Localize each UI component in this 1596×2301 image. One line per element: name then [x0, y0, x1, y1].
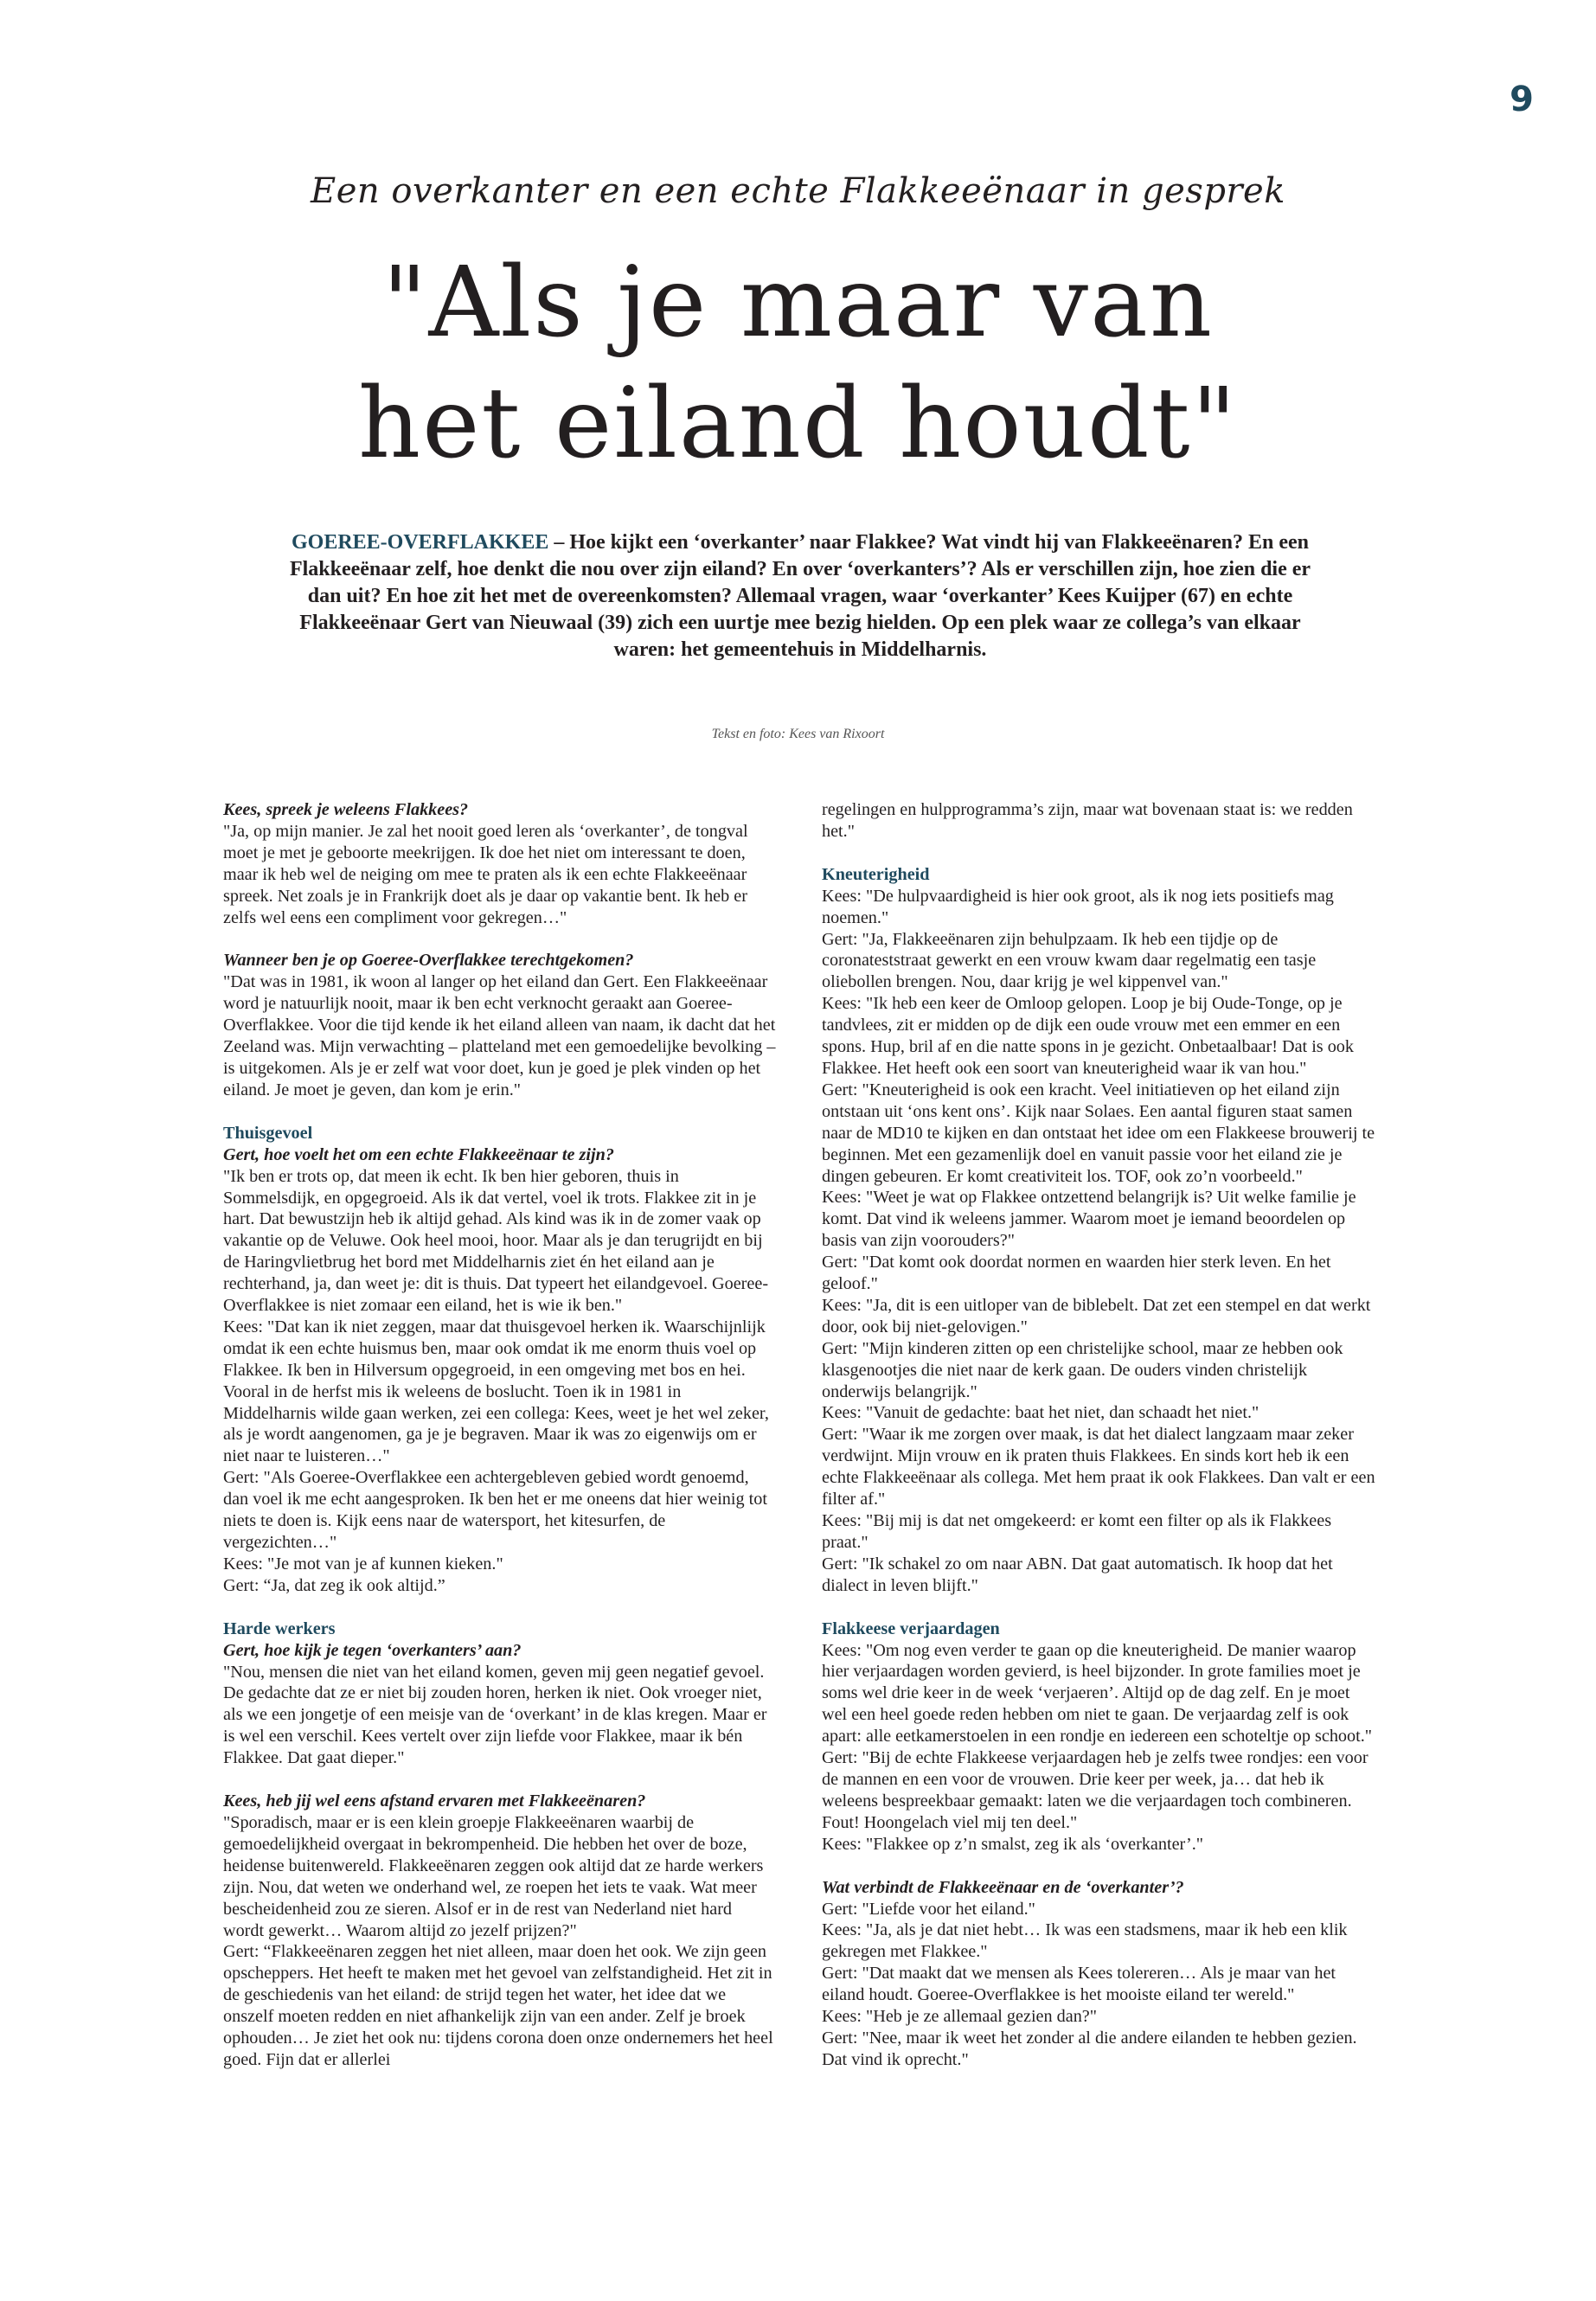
- body-paragraph: Gert: "Ik schakel zo om naar ABN. Dat gaat automatisch. Ik hoop dat het dialect in leven blijft.": [822, 1554, 1333, 1595]
- photo-credit: Tekst en foto: Kees van Rixoort: [711, 727, 885, 741]
- body-paragraph: Gert: "Dat komt ook doordat normen en waarden hier sterk leven. En het geloof.": [822, 1253, 1331, 1294]
- headline-line-1: "Als je maar van: [382, 247, 1214, 359]
- body-paragraph: Kees: "Ja, als je dat niet hebt… Ik was een stadsmens, maar ik heb een klik gekregen met Flakkee.": [822, 1920, 1348, 1962]
- body-paragraph: Kees: "Bij mij is dat net omgekeerd: er komt een filter op als ik Flakkees praat.": [822, 1511, 1332, 1552]
- paragraph-spacer: [223, 1597, 777, 1618]
- body-paragraph: Kees: "Je mot van je af kunnen kieken.": [223, 1554, 503, 1574]
- body-paragraph: Gert: "Waar ik me zorgen over maak, is dat het dialect langzaam maar zeker verdwijnt. Mijn vrouw en ik praten thuis Flakkees. En sinds kort heb ik een echte Flakkeeënaar als collega. Met hem praat ik ook Flakkees. Dan valt er een filter af.": [822, 1425, 1375, 1509]
- body-paragraph: Gert: "Bij de echte Flakkeese verjaardagen heb je zelfs twee rondjes: een voor de mannen en een voor de vrouwen. Drie keer per week, ja… dat heb ik weleens bespreekbaar gemaakt: laten we die verjaardagen toch combineren. Fout! Hoongelach viel mij ten deel.": [822, 1748, 1368, 1832]
- intro-dateline: GOEREE-OVERFLAKKEE: [291, 531, 549, 554]
- body-paragraph: Kees: "Vanuit de gedachte: baat het niet, dan schaadt het niet.": [822, 1403, 1259, 1423]
- interview-question: Gert, hoe voelt het om een echte Flakkeeënaar te zijn?: [223, 1144, 614, 1164]
- body-paragraph: Kees: "Heb je ze allemaal gezien dan?": [822, 2007, 1098, 2027]
- paragraph-spacer: [223, 1101, 777, 1123]
- page-number: 9: [1509, 80, 1534, 119]
- paragraph-spacer: [223, 928, 777, 950]
- body-paragraph: "Dat was in 1981, ik woon al langer op het eiland dan Gert. Een Flakkeeënaar word je natuurlijk nooit, maar ik ben echt verknocht geraakt aan Goeree-Overflakkee. Voor die tijd kende ik het eiland alleen van naam, ik dacht dat het Zeeland was. Mijn verwachting – platteland met een gemoedelijke bevolking – is uitgekomen. Als je er zelf wat voor doet, kun je goed je plek vinden op het eiland. Je moet je geven, dan kom je erin.": [223, 972, 776, 1099]
- article-intro: [277, 529, 1324, 663]
- interview-question: Kees, heb jij wel eens afstand ervaren met Flakkeeënaren?: [223, 1791, 646, 1811]
- body-paragraph: "Sporadisch, maar er is een klein groepje Flakkeeënaren waarbij de gemoedelijkheid overgaat in bekrompenheid. Die hebben het over de boze, heidense buitenwereld. Flakkeeënaren zeggen ook altijd dat ze harde werkers zijn. Nou, dat weten we onderhand wel, ze roepen het iets te vaak. Wat meer bescheidenheid zou ze sieren. Alsof er in de rest van Nederland niet hard wordt gewerkt… Waarom altijd zo jezelf prijzen?": [223, 1812, 764, 1940]
- section-heading: Kneuterigheid: [822, 864, 930, 884]
- section-heading: Harde werkers: [223, 1618, 336, 1638]
- body-paragraph: "Ja, op mijn manier. Je zal het nooit goed leren als ‘overkanter’, de tongval moet je met je geboorte meekrijgen. Ik doe het niet om interessant te doen, maar ik heb wel de neiging om mee te praten als ik een echte Flakkeeënaar spreek. Net zoals je in Frankrijk doet als je daar op vakantie bent. Ik heb er zelfs wel eens een compliment voor gekregen…": [223, 821, 748, 927]
- interview-question: Kees, spreek je weleens Flakkees?: [223, 800, 469, 819]
- section-heading: Thuisgevoel: [223, 1123, 313, 1143]
- body-paragraph: Kees: "De hulpvaardigheid is hier ook groot, als ik nog iets positiefs mag noemen.": [822, 886, 1334, 927]
- body-paragraph: Gert: "Liefde voor het eiland.": [822, 1899, 1035, 1919]
- paragraph-spacer: [822, 1856, 1375, 1877]
- paragraph-spacer: [822, 843, 1375, 864]
- body-paragraph: Kees: "Ik heb een keer de Omloop gelopen. Loop je bij Oude-Tonge, op je tandvlees, zit er midden op de dijk een oude vrouw met een emmer en een spons. Hup, bril af en die natte spons in je gezicht. Onbetaalbaar! Dat is ook Flakkee. Het heeft ook een soort van kneuterigheid waar ik van hou.": [822, 994, 1354, 1078]
- body-paragraph: "Nou, mensen die niet van het eiland komen, geven mij geen negatief gevoel. De gedachte dat ze er niet bij zouden horen, herken ik niet. Ook vroeger niet, als we een jongetje of een meisje van de ‘overkant’ in de klas kregen. Maar er is wel een verschil. Kees vertelt over zijn liefde voor Flakkee, maar ik bén Flakkee. Dat gaat dieper.": [223, 1662, 767, 1768]
- interview-question: Gert, hoe kijk je tegen ‘overkanters’ aan?: [223, 1640, 522, 1660]
- body-paragraph: Kees: "Ja, dit is een uitloper van de biblebelt. Dat zet een stempel en dat werkt door, ook bij niet-gelovigen.": [822, 1295, 1371, 1336]
- interview-question: Wanneer ben je op Goeree-Overflakkee terechtgekomen?: [223, 951, 634, 971]
- body-paragraph: Gert: “Flakkeeënaren zeggen het niet alleen, maar doen het ook. We zijn geen opscheppers. Het heeft te maken met het gevoel van zelfstandigheid. Het zit in de geschiedenis van het eiland: de strijd tegen het water, het idee dat we onszelf moeten redden en niet afhankelijk zijn van een ander. Zelf je broek ophouden… Je ziet het ook nu: tijdens corona doen onze ondernemers het heel goed. Fijn dat er allerlei: [223, 1942, 773, 2069]
- body-paragraph: Gert: "Als Goeree-Overflakkee een achtergebleven gebied wordt genoemd, dan voel ik me echt aangesproken. Ik ben het er me oneens dat hier weinig tot niets te doen is. Kijk eens naar de watersport, het kitesurfen, de vergezichten…": [223, 1468, 767, 1552]
- body-paragraph: Kees: "Om nog even verder te gaan op die kneuterigheid. De manier waarop hier verjaardagen worden gevierd, is heel bijzonder. In grote families moet je soms wel drie keer in de week ‘verjaeren’. Altijd op de dag zelf. En je moet wel een heel goede reden hebben om niet te gaan. De verjaardag zelf is ook apart: alle eetkamerstoelen in een rondje en iedereen een schoteltje op schoot.": [822, 1640, 1373, 1747]
- body-paragraph: Gert: "Ja, Flakkeeënaren zijn behulpzaam. Ik heb een tijdje op de coronateststraat gewerkt en een vrouw kwam daar regelmatig een tasje oliebollen brengen. Nou, daar krijg je wel kippenvel van.": [822, 929, 1317, 992]
- paragraph-spacer: [822, 1597, 1375, 1618]
- left-column: [223, 799, 777, 2071]
- interview-question: Wat verbindt de Flakkeeënaar en de ‘overkanter’?: [822, 1877, 1184, 1897]
- body-paragraph: Kees: "Dat kan ik niet zeggen, maar dat thuisgevoel herken ik. Waarschijnlijk omdat ik een echte huismus ben, maar ook omdat ik me enorm thuis voel op Flakkee. Ik ben in Hilversum opgegroeid, in een omgeving met bos en hei. Vooral in de herfst mis ik weleens de boslucht. Toen ik in 1981 in Middelharnis wilde gaan werken, zei een collega: Kees, weet je het wel zeker, als je wordt aangenomen, ga je je begraven. Maar ik was zo eigenwijs om er niet naar te luisteren…": [223, 1317, 769, 1466]
- body-paragraph: Kees: "Weet je wat op Flakkee ontzettend belangrijk is? Uit welke familie je komt. Dat vind ik weleens jammer. Waarom moet je iemand beoordelen op basis van zijn voorouders?": [822, 1188, 1356, 1251]
- article-headline: [0, 242, 1596, 484]
- paragraph-spacer: [223, 1769, 777, 1791]
- body-paragraph: Gert: "Dat maakt dat we mensen als Kees tolereren… Als je maar van het eiland houdt. Goeree-Overflakkee is het mooiste eiland ter wereld.": [822, 1964, 1336, 2005]
- headline-line-2: het eiland houdt": [357, 368, 1239, 480]
- body-paragraph: Kees: "Flakkee op z’n smalst, zeg ik als ‘overkanter’.": [822, 1834, 1204, 1854]
- right-column: [822, 799, 1375, 2071]
- section-heading: Flakkeese verjaardagen: [822, 1618, 1000, 1638]
- body-paragraph: Gert: "Nee, maar ik weet het zonder al die andere eilanden te hebben gezien. Dat vind ik oprecht.": [822, 2028, 1357, 2069]
- body-paragraph: Gert: "Mijn kinderen zitten op een christelijke school, maar ze hebben ook klasgenootjes die niet naar de kerk gaan. De ouders vinden christelijk onderwijs belangrijk.": [822, 1338, 1343, 1401]
- body-paragraph: "Ik ben er trots op, dat meen ik echt. Ik ben hier geboren, thuis in Sommelsdijk, en opgegroeid. Als ik dat vertel, voel ik trots. Flakkee zit in je hart. Dat bewustzijn heb ik altijd gehad. Als kind was ik in de zomer vaak op vakantie op de Veluwe. Ook heel mooi, hoor. Maar als je dan terugrijdt en bij de Haringvlietbrug het bord met Middelharnis ziet én het eiland aan je rechterhand, ja, dan weet je: dit is thuis. Dat typeert het eilandgevoel. Goeree-Overflakkee is niet zomaar een eiland, het is wie ik ben.": [223, 1166, 769, 1316]
- body-paragraph: regelingen en hulpprogramma’s zijn, maar wat bovenaan staat is: we redden het.": [822, 800, 1353, 841]
- body-paragraph: Gert: "Kneuterigheid is ook een kracht. Veel initiatieven op het eiland zijn ontstaan uit ‘ons kent ons’. Kijk naar Solaes. Een aantal figuren staat samen naar de MD10 te kijken en dan ontstaat het idee om een Flakkeese brouwerij te beginnen. Met een gezamenlijk doel en vanuit passie voor het eiland zie je dingen gebeuren. Er komt creativiteit los. TOF, ook zo’n voorbeeld.": [822, 1080, 1375, 1186]
- body-paragraph: Gert: “Ja, dat zeg ik ook altijd.”: [223, 1575, 445, 1595]
- intro-text: – Hoe kijkt een ‘overkanter’ naar Flakkee? Wat vindt hij van Flakkeeënaren? En een Flakkeeënaar zelf, hoe denkt die nou over zijn eiland? En over ‘overkanters’? Als er verschillen zijn, hoe zien die er dan uit? En hoe zit het met de overeenkomsten? Allemaal vragen, waar ‘overkanter’ Kees Kuijper (67) en echte Flakkeeënaar Gert van Nieuwaal (39) zich een uurtje mee bezig hielden. Op een plek waar ze collega’s van elkaar waren: het gemeentehuis in Middelharnis.: [289, 531, 1311, 661]
- article-kicker: Een overkanter en een echte Flakkeeënaar in gesprek: [311, 171, 1285, 211]
